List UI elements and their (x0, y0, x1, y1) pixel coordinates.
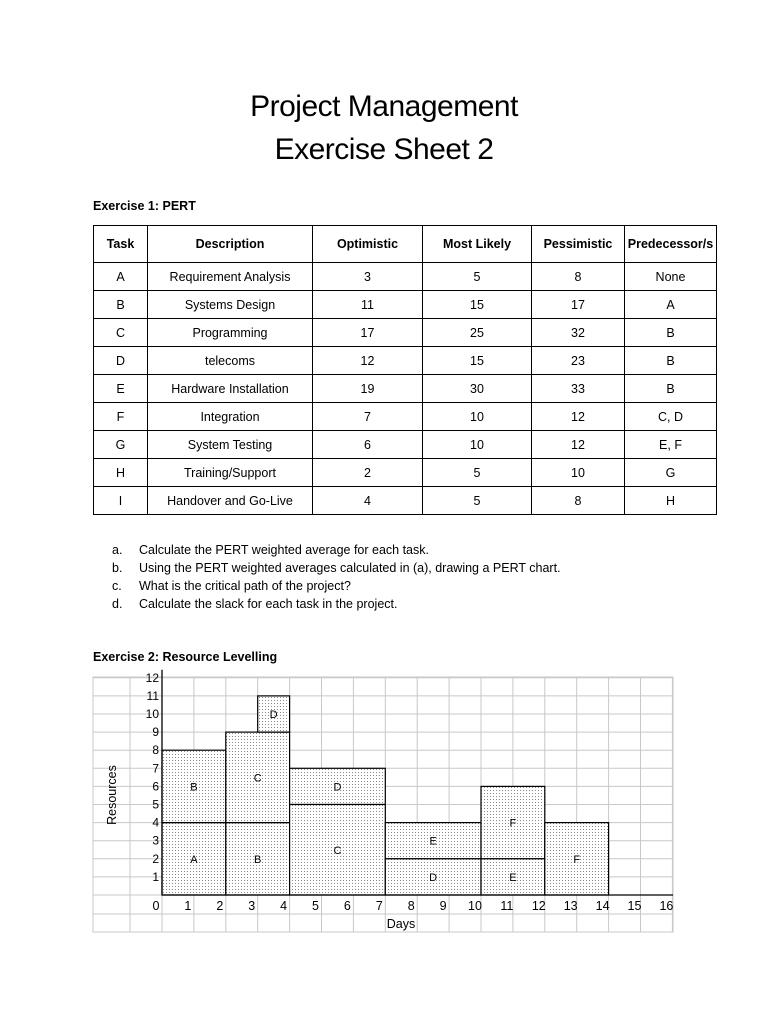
cell-most-likely: 10 (423, 403, 532, 431)
cell-description: Training/Support (148, 459, 313, 487)
cell-description: Programming (148, 319, 313, 347)
cell-optimistic: 17 (313, 319, 423, 347)
y-tick-label: 2 (152, 851, 159, 866)
cell-description: System Testing (148, 431, 313, 459)
y-tick-label: 7 (152, 761, 159, 776)
cell-pessimistic: 33 (532, 375, 625, 403)
y-tick-label: 3 (152, 833, 159, 848)
cell-most-likely: 30 (423, 375, 532, 403)
x-tick-label: 10 (468, 899, 482, 913)
exercise2-heading: Exercise 2: Resource Levelling (93, 650, 278, 664)
cell-most-likely: 15 (423, 291, 532, 319)
cell-task: C (94, 319, 148, 347)
cell-pessimistic: 23 (532, 347, 625, 375)
cell-optimistic: 2 (313, 459, 423, 487)
question-label: a. (112, 543, 123, 557)
cell-task: A (94, 263, 148, 291)
header-task: Task (94, 226, 148, 263)
cell-predecessors: C, D (625, 403, 717, 431)
cell-pessimistic: 12 (532, 403, 625, 431)
task-block-label: D (429, 871, 438, 884)
x-tick-label: 5 (312, 899, 319, 913)
task-block-label: F (573, 853, 581, 866)
cell-predecessors: B (625, 347, 717, 375)
cell-task: I (94, 487, 148, 515)
task-block-label: C (253, 772, 262, 785)
y-tick-label: 1 (152, 869, 159, 884)
cell-optimistic: 4 (313, 487, 423, 515)
task-block-label: C (333, 844, 342, 857)
cell-task: F (94, 403, 148, 431)
header-description: Description (148, 226, 313, 263)
x-tick-label: 16 (659, 899, 674, 913)
cell-description: Handover and Go-Live (148, 487, 313, 515)
cell-pessimistic: 17 (532, 291, 625, 319)
task-block-label: A (190, 853, 198, 866)
y-tick-label: 10 (145, 707, 159, 721)
x-tick-label: 0 (152, 899, 160, 913)
cell-most-likely: 10 (423, 431, 532, 459)
y-tick-label: 8 (152, 743, 159, 758)
x-axis-label: Days (386, 917, 416, 931)
header-most-likely: Most Likely (423, 226, 532, 263)
cell-predecessors: B (625, 375, 717, 403)
cell-description: Systems Design (148, 291, 313, 319)
cell-task: D (94, 347, 148, 375)
y-tick-label: 6 (152, 779, 159, 794)
x-tick-label: 14 (595, 899, 610, 913)
cell-task: B (94, 291, 148, 319)
task-block-label: D (333, 781, 342, 794)
cell-optimistic: 19 (313, 375, 423, 403)
x-tick-label: 2 (216, 899, 224, 913)
cell-task: G (94, 431, 148, 459)
header-optimistic: Optimistic (313, 226, 423, 263)
header-predecessors: Predecessor/s (625, 226, 717, 263)
cell-pessimistic: 32 (532, 319, 625, 347)
header-pessimistic: Pessimistic (532, 226, 625, 263)
x-tick-label: 13 (563, 899, 578, 913)
y-axis-label: Resources (105, 765, 119, 825)
task-block-label: B (254, 853, 262, 866)
cell-optimistic: 12 (313, 347, 423, 375)
cell-description: Requirement Analysis (148, 263, 313, 291)
question-label: c. (112, 579, 122, 593)
cell-task: E (94, 375, 148, 403)
x-tick-label: 4 (280, 899, 288, 913)
cell-optimistic: 7 (313, 403, 423, 431)
cell-predecessors: E, F (625, 431, 717, 459)
cell-pessimistic: 12 (532, 431, 625, 459)
question-label: d. (112, 597, 123, 611)
task-block-label: D (269, 709, 278, 721)
cell-description: Hardware Installation (148, 375, 313, 403)
question-text: What is the critical path of the project? (139, 579, 351, 593)
y-tick-label: 4 (152, 815, 159, 830)
task-block-label: F (509, 817, 517, 830)
x-tick-label: 15 (627, 899, 642, 913)
x-tick-label: 3 (248, 899, 256, 913)
cell-predecessors: B (625, 319, 717, 347)
y-tick-label: 11 (146, 688, 159, 703)
cell-predecessors: None (625, 263, 717, 291)
y-tick-label: 12 (145, 670, 159, 685)
task-block-label: B (190, 781, 198, 794)
task-block-label: E (509, 871, 517, 884)
cell-most-likely: 25 (423, 319, 532, 347)
cell-pessimistic: 8 (532, 487, 625, 515)
task-block-label: E (429, 835, 437, 848)
cell-most-likely: 15 (423, 347, 532, 375)
cell-predecessors: H (625, 487, 717, 515)
cell-predecessors: G (625, 459, 717, 487)
cell-task: H (94, 459, 148, 487)
question-text: Using the PERT weighted averages calculated in (a), drawing a PERT chart. (139, 561, 561, 575)
x-tick-label: 6 (343, 899, 351, 913)
x-tick-label: 11 (500, 899, 514, 913)
question-label: b. (112, 561, 123, 575)
x-tick-label: 7 (375, 899, 383, 913)
x-tick-label: 8 (407, 899, 415, 913)
x-tick-label: 1 (184, 899, 192, 913)
y-tick-label: 9 (152, 725, 159, 740)
cell-pessimistic: 8 (532, 263, 625, 291)
question-text: Calculate the PERT weighted average for each task. (139, 543, 429, 557)
cell-predecessors: A (625, 291, 717, 319)
exercise1-heading: Exercise 1: PERT (93, 199, 196, 213)
document-title-line1: Project Management (250, 90, 518, 123)
question-text: Calculate the slack for each task in the project. (139, 597, 398, 611)
cell-most-likely: 5 (423, 263, 532, 291)
cell-description: telecoms (148, 347, 313, 375)
x-tick-label: 9 (439, 899, 447, 913)
cell-description: Integration (148, 403, 313, 431)
cell-optimistic: 6 (313, 431, 423, 459)
cell-most-likely: 5 (423, 459, 532, 487)
cell-most-likely: 5 (423, 487, 532, 515)
cell-optimistic: 11 (313, 291, 423, 319)
cell-pessimistic: 10 (532, 459, 625, 487)
y-tick-label: 5 (152, 797, 159, 812)
cell-optimistic: 3 (313, 263, 423, 291)
x-tick-label: 12 (531, 899, 546, 913)
document-title-line2: Exercise Sheet 2 (274, 133, 494, 166)
